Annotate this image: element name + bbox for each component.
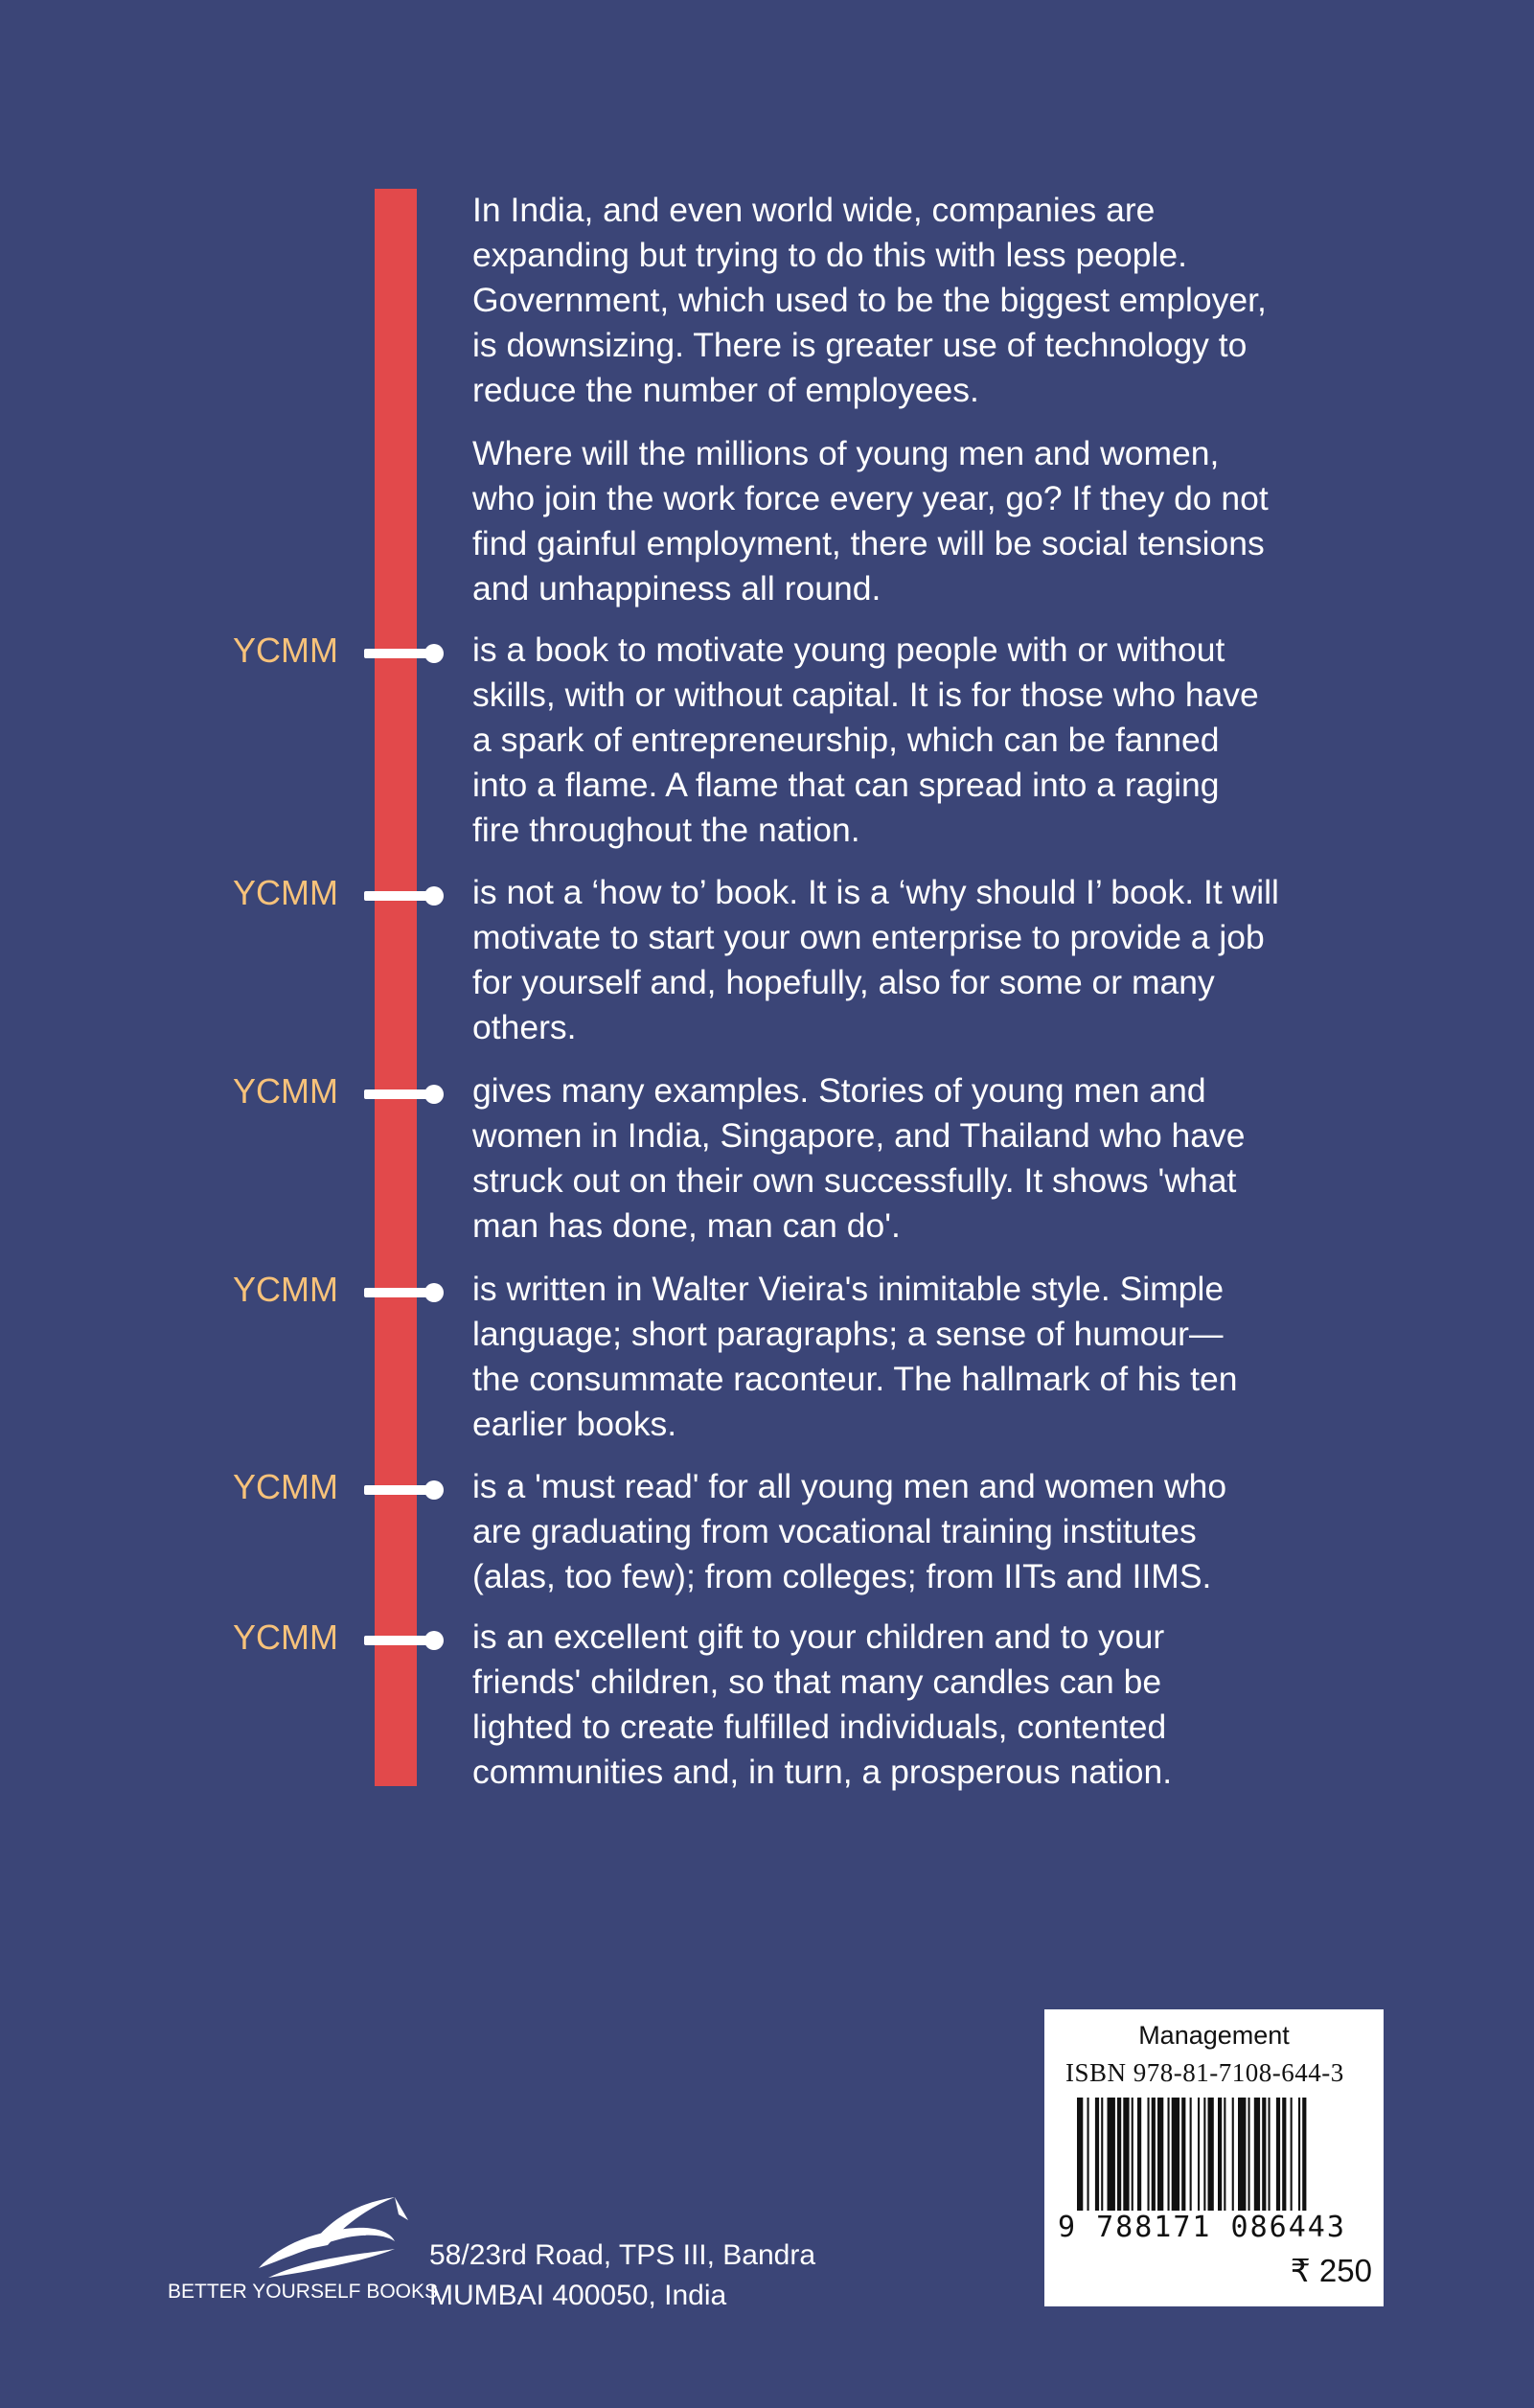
bullet-connector bbox=[364, 641, 422, 666]
item-text: is not a ‘how to’ book. It is a ‘why should I’ book. It will motivate to start your own enterprise to provide a job for yourself and, hopefully, also for some or many others. bbox=[472, 873, 1279, 1046]
item-text: is written in Walter Vieira's inimitable style. Simple language; short paragraphs; a sense of humour— the consummate raconteur. The hallmark of his ten earlier books. bbox=[472, 1270, 1238, 1443]
address-line-1: 58/23rd Road, TPS III, Bandra bbox=[429, 2239, 816, 2271]
item-tag: YCMM bbox=[233, 1071, 338, 1111]
barcode-box bbox=[1044, 2009, 1384, 2306]
barcode-number: 9 788171 086443 bbox=[1058, 2211, 1346, 2244]
barcode-bars bbox=[1077, 2098, 1355, 2211]
item-tag: YCMM bbox=[233, 1270, 338, 1309]
item-text: gives many examples. Stories of young men and women in India, Singapore, and Thailand who have struck out on their own successfully. It shows 'what man has done, man can do'. bbox=[472, 1071, 1246, 1245]
item-tag: YCMM bbox=[233, 873, 338, 912]
item-tag: YCMM bbox=[233, 1617, 338, 1657]
timeline-bar bbox=[375, 189, 417, 1786]
bullet-connector bbox=[364, 1082, 422, 1107]
intro-paragraph-1: In India, and even world wide, companies are expanding but trying to do this with less people. Government, which used to be the biggest employer, is downsizing. There is greater use of technology to reduce the number of employees. bbox=[472, 191, 1267, 409]
item-tag: YCMM bbox=[233, 631, 338, 670]
bullet-connector bbox=[364, 1280, 422, 1305]
isbn-label: ISBN 978-81-7108-644-3 bbox=[1065, 2058, 1344, 2087]
bullet-connector bbox=[364, 1478, 422, 1502]
publisher-name: BETTER YOURSELF BOOKS bbox=[168, 2281, 439, 2303]
item-text: is a 'must read' for all young men and women who are graduating from vocational training institutes (alas, too few); from colleges; from IITs and IIMS. bbox=[472, 1467, 1227, 1595]
publisher-logo-icon bbox=[251, 2191, 414, 2287]
item-text: is an excellent gift to your children and to your friends' children, so that many candles can be lighted to create fulfilled individuals, contented communities and, in turn, a prosperous nation. bbox=[472, 1617, 1173, 1791]
address-line-2: MUMBAI 400050, India bbox=[429, 2280, 727, 2311]
bullet-connector bbox=[364, 1628, 422, 1653]
item-tag: YCMM bbox=[233, 1467, 338, 1506]
price-label: ₹ 250 bbox=[1290, 2253, 1372, 2288]
intro-paragraph-2: Where will the millions of young men and women, who join the work force every year, go? If they do not find gainful employment, there will be social tensions and unhappiness all round. bbox=[472, 434, 1269, 608]
bullet-connector bbox=[364, 883, 422, 908]
item-text: is a book to motivate young people with or without skills, with or without capital. It is for those who have a spark of entrepreneurship, which can be fanned into a flame. A flame that can spread into a raging fire throughout the nation. bbox=[472, 631, 1259, 849]
category-label: Management bbox=[1138, 2021, 1290, 2050]
